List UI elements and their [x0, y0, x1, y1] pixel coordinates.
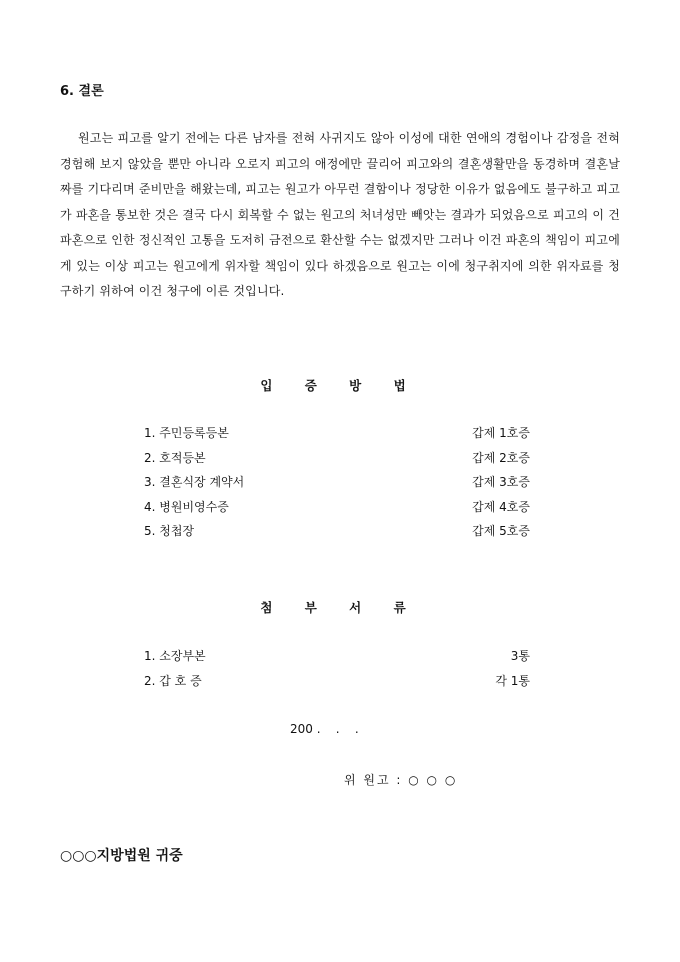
evidence-item-code: 갑제 1호증 — [472, 426, 530, 440]
evidence-list — [144, 421, 530, 544]
attachment-item-label: 1. 소장부본 — [144, 649, 206, 663]
evidence-item-label: 2. 호적등본 — [144, 450, 206, 465]
evidence-item-label: 1. 주민등록등본 — [144, 426, 229, 440]
evidence-item-code: 갑제 5호증 — [472, 524, 530, 538]
attachment-item-label: 2. 갑 호 증 — [144, 673, 202, 688]
plaintiff-signature: 위 원고 : ○ ○ ○ — [344, 773, 458, 787]
evidence-item — [144, 495, 530, 520]
court-addressee: ○○○지방법원 귀중 — [60, 848, 183, 864]
evidence-item — [144, 421, 530, 446]
evidence-item-label: 5. 청첩장 — [144, 524, 195, 538]
attachment-item — [144, 669, 530, 694]
conclusion-paragraph: 원고는 피고를 알기 전에는 다른 남자를 전혀 사귀지도 않아 이성에 대한 연애의 경험이나 감정을 전혀 경험해 보지 않았을 뿐만 아니라 오로지 피고의 애정에만 끌리어 피고와의 결혼생활만을 동경하며 결혼날짜를 기다리며 준비만을 해왔는데, 피고는 원고가 아무런 결함이나 정당한 이유가 없음에도 불구하고 피고가 파혼을 통보한 것은 결국 다시 회복할 수 없는 원고의 처녀성만 빼앗는 결과가 되었음으로 피고의 이 건 파혼으로 인한 정신적인 고통을 도저히 금전으로 환산할 수는 없겠지만 그러나 이건 파혼의 책임이 피고에게 있는 이상 피고는 원고에게 위자할 책임이 있다 하겠음으로 원고는 이에 청구취지에 의한 위자료를 청구하기 위하여 이건 청구에 이른 것입니다. — [60, 131, 620, 298]
evidence-item — [144, 470, 530, 495]
evidence-item — [144, 519, 530, 544]
conclusion-heading: 6. 결론 — [60, 84, 104, 99]
attachment-item-count: 각 1통 — [495, 673, 530, 688]
attachment-item — [144, 644, 530, 669]
evidence-item-label: 4. 병원비영수증 — [144, 499, 229, 514]
evidence-item-code: 갑제 2호증 — [472, 450, 530, 465]
evidence-item-code: 갑제 4호증 — [472, 499, 530, 514]
attachments-title: 첨 부 서 류 — [260, 600, 420, 615]
filing-date: 200 . . . — [290, 722, 359, 736]
evidence-item-code: 갑제 3호증 — [472, 475, 530, 489]
evidence-item-label: 3. 결혼식장 계약서 — [144, 475, 245, 489]
attachments-list — [144, 644, 530, 693]
attachment-item-count: 3통 — [510, 649, 530, 663]
evidence-item — [144, 446, 530, 471]
evidence-title: 입 증 방 법 — [260, 378, 420, 393]
